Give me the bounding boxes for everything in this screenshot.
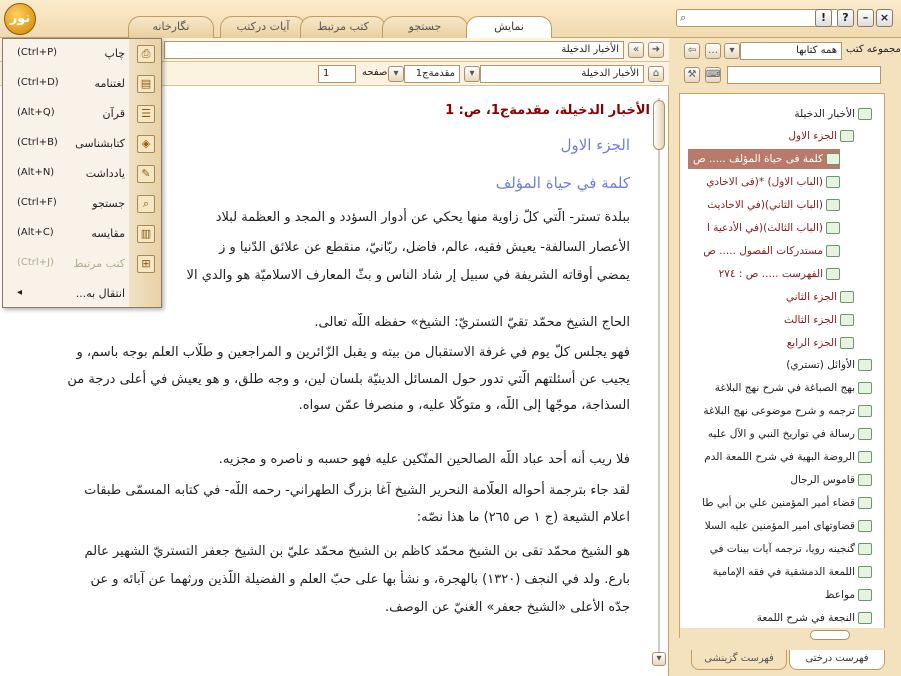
more-options-button[interactable]: …	[705, 43, 721, 59]
tab-gallery[interactable]: نگارخانه	[128, 16, 214, 38]
book-icon	[858, 589, 872, 601]
menu-item-shortcut: (Ctrl+D)	[17, 77, 59, 88]
bibliography-icon: ◈	[137, 135, 155, 153]
menu-item-shortcut: (Alt+Q)	[17, 107, 55, 118]
tree-node[interactable]: مواعظ	[682, 585, 872, 605]
book-icon	[858, 566, 872, 578]
tree-node[interactable]: الأخبار الدخيلة	[794, 104, 872, 124]
tab-verses-in-books[interactable]: آیات درکتب	[220, 16, 306, 38]
tree-node[interactable]: رسالة في تواريخ النبي و الآل عليه	[682, 424, 872, 444]
content-scrollbar-track[interactable]	[658, 98, 660, 656]
printer-icon: ⎙	[137, 45, 155, 63]
paragraph-line: جدّه الأعلى «الشيخ جعفر» الغنيّ عن الوصف.	[384, 600, 630, 615]
search-icon[interactable]: ⌕	[680, 11, 687, 24]
chapter-icon	[826, 222, 840, 234]
paragraph-line: ببلدة تستر- الّتي كلّ زاوية منها يحكي عن أدوار السؤدد و المجد و العظمة لبلاد	[215, 210, 630, 225]
back-button[interactable]: «	[628, 42, 644, 58]
chapter-icon	[840, 291, 854, 303]
menu-item-quran[interactable]	[3, 99, 163, 129]
menu-item-search[interactable]	[3, 189, 163, 219]
tree-node[interactable]: بهج الصباغة في شرح نهج البلاغة	[682, 378, 872, 398]
paragraph-line: الحاج الشيخ محمّد تقيّ التستريّ: الشيخ» حفظه اللّه تعالى.	[314, 315, 630, 330]
book-title-field: الأخبار الدخيلة	[164, 41, 624, 59]
menu-item-print[interactable]	[3, 39, 163, 69]
tools-icon[interactable]: ⚒	[684, 67, 700, 83]
section-field[interactable]: مقدمةج1	[404, 65, 460, 83]
collection-dropdown-arrow[interactable]: ▾	[724, 43, 740, 59]
tree-node[interactable]: قضاء أمير المؤمنين علي بن أبي طا	[682, 493, 872, 513]
tab-view[interactable]: نمایش	[466, 16, 552, 39]
chapter-icon	[840, 314, 854, 326]
note-icon: ✎	[137, 165, 155, 183]
tree-hscroll-thumb[interactable]	[810, 630, 850, 640]
sidebar-bottom-tabs	[679, 650, 889, 672]
menu-item-shortcut: (Ctrl+J)	[17, 257, 54, 268]
page-number-input[interactable]: 1	[318, 65, 356, 83]
book-tree	[679, 93, 885, 638]
tab-selective-index[interactable]: فهرست گزینشی	[691, 650, 787, 670]
paragraph-line: لقد جاء بترجمة أحواله العلّامة النحرير الشيخ آغا بزرگ الطهراني- رحمه اللّه- في كتابه المسمّى طبقات	[84, 483, 630, 498]
chapter-icon	[826, 245, 840, 257]
paragraph-line: الأعصار السالفة- يعيش فقيه، عالم، فاضل، ربّانيّ، منقطع عن علائق الدّنيا و ز	[219, 240, 630, 255]
tree-node[interactable]: الجزء الرابع	[787, 333, 854, 353]
paragraph-line: فهو يجلس كلّ يوم في غرفة الاستقبال من بيته و يقبل الزّائرين و المراجعين و طلّاب العلم بوجه باسم، و	[76, 345, 630, 360]
tree-node[interactable]: الجزء الثاني	[786, 287, 854, 307]
compare-icon: ▥	[137, 225, 155, 243]
tree-node[interactable]: ترجمه و شرح موضوعی نهج البلاغة	[682, 401, 872, 421]
bookmark-icon[interactable]: ⌂	[648, 66, 664, 82]
menu-item-shortcut: (Alt+C)	[17, 227, 54, 238]
tab-search[interactable]: جستجو	[382, 16, 468, 38]
menu-item-dictionary[interactable]	[3, 69, 163, 99]
tree-node[interactable]: گنجینه رویا، ترجمه آیات بینات في	[682, 539, 872, 559]
menu-item-label: لغتنامه	[94, 77, 125, 90]
book-icon	[858, 108, 872, 120]
tree-horizontal-scrollbar[interactable]	[680, 628, 886, 642]
related-books-icon: ⊞	[137, 255, 155, 273]
book-icon	[840, 130, 854, 142]
book-icon	[858, 543, 872, 555]
tree-node[interactable]: (الباب الثالث)(في الأدعية ا	[688, 218, 840, 238]
book-icon	[858, 474, 872, 486]
app-logo[interactable]: نور	[4, 3, 36, 35]
minimize-button[interactable]: –	[857, 9, 874, 27]
scroll-down-button[interactable]: ▾	[652, 652, 666, 666]
menu-item-shortcut: (Ctrl+F)	[17, 197, 57, 208]
tree-node[interactable]: الأوائل (تستري)	[682, 355, 872, 375]
info-button[interactable]: !	[815, 9, 832, 27]
menu-item-label: مقایسه	[91, 227, 125, 240]
collection-label: مجموعه کتب	[846, 44, 901, 55]
submenu-arrow-icon: ◂	[17, 287, 23, 298]
tree-node[interactable]: الجزء الاول	[788, 126, 854, 146]
tab-related-books[interactable]: کتب مرتبط	[300, 16, 386, 38]
menu-item-label: کتب مرتبط	[73, 257, 125, 270]
context-menu	[2, 38, 162, 308]
keyboard-icon[interactable]: ⌨	[705, 67, 721, 83]
book-icon	[858, 520, 872, 532]
book-field[interactable]: الأخبار الدخيلة	[480, 65, 644, 83]
close-button[interactable]: ×	[876, 9, 893, 27]
book-icon	[858, 382, 872, 394]
paragraph-line: السذاجة، موجّها إلى اللّه، و متوكّلا عليه، و منصرفا عمّن سواه.	[298, 398, 630, 413]
menu-item-label: کتابشناسی	[75, 137, 125, 150]
menu-item-goto[interactable]	[3, 279, 163, 309]
book-icon	[858, 451, 872, 463]
book-icon	[858, 497, 872, 509]
tree-node[interactable]: اللمعة الدمشقية في فقه الإمامية	[682, 562, 872, 582]
book-icon	[858, 359, 872, 371]
collection-select[interactable]: همه کتابها	[740, 42, 842, 60]
paragraph-line: فلا ريب أنه أحد عباد اللّه الصالحين المتّكين عليه فهو حسبه و ناصره و مجزيه.	[218, 452, 630, 467]
book-icon	[858, 428, 872, 440]
quran-icon: ☰	[137, 105, 155, 123]
chapter-icon	[826, 176, 840, 188]
menu-item-compare[interactable]	[3, 219, 163, 249]
menu-item-label: یادداشت	[85, 167, 125, 180]
paragraph-line: يجيب عن أسئلتهم الّتي تدور حول المسائل الدينيّة بلسان لين، و وجه طلق، و هو يعيش في أعلى درجة من	[67, 372, 630, 387]
chapter-icon	[840, 337, 854, 349]
paragraph-line: هو الشيخ محمّد تقى بن الشيخ محمّد كاظم بن الشيخ محمّد عليّ بن الشيخ جعفر التستريّ الشهير عالم	[84, 544, 630, 559]
content-scrollbar-thumb[interactable]	[653, 100, 665, 150]
section-heading-1: الجزء الاول	[560, 136, 630, 154]
tree-node[interactable]: الجزء الثالث	[784, 310, 854, 330]
page-icon	[826, 268, 840, 280]
dictionary-icon: ▤	[137, 75, 155, 93]
menu-item-shortcut: (Alt+N)	[17, 167, 55, 178]
paragraph-line: اعلام الشيعة (ج ١ ص ٢٦٥) ما هذا نصّه:	[416, 510, 630, 525]
tree-node-selected[interactable]: كلمة فى حياة المؤلف ..... ص	[688, 149, 840, 169]
tree-filter-input[interactable]	[727, 66, 881, 84]
menu-item-label: جستجو	[92, 197, 125, 210]
menu-item-label: انتقال به...	[75, 287, 125, 300]
paragraph-line: بارع. ولد في النجف (١٣٢٠) بالهجرة، و نشأ بها على حبّ العلم و الفضيلة اللّذين ورثهما عن آبائه و عن	[90, 572, 630, 587]
tree-node[interactable]: الروضة البهية في شرح اللمعة الدم	[682, 447, 872, 467]
menu-item-label: چاپ	[104, 47, 125, 60]
menu-item-related-books	[3, 249, 163, 279]
tree-node[interactable]: قاموس الرجال	[682, 470, 872, 490]
tab-tree-index[interactable]: فهرست درختی	[789, 650, 885, 670]
tree-node[interactable]: الفهرست ..... ص : ٢٧٤	[688, 264, 840, 284]
page-icon	[826, 153, 840, 165]
help-button[interactable]: ?	[837, 9, 854, 27]
search-icon: ⌕	[137, 195, 155, 213]
tree-node[interactable]: (الباب الاول) *(فى الاخادي	[688, 172, 840, 192]
book-icon	[858, 612, 872, 624]
section-heading-2: كلمة في حياة المؤلف	[495, 174, 630, 192]
tree-node[interactable]: مستدركات الفصول ..... ص	[688, 241, 840, 261]
book-icon	[858, 405, 872, 417]
menu-item-note[interactable]	[3, 159, 163, 189]
menu-item-shortcut: (Ctrl+P)	[17, 47, 58, 58]
book-dropdown-arrow[interactable]: ▾	[464, 66, 480, 82]
menu-item-label: قرآن	[102, 107, 125, 120]
paragraph-line: يمضي أوقاته الشريفة في سبيل إر شاد الناس و بثّ المعارف الاسلاميّة هو والدي الا	[186, 268, 630, 283]
section-dropdown-arrow[interactable]: ▾	[388, 66, 404, 82]
chapter-icon	[826, 199, 840, 211]
tree-node[interactable]: (الباب الثاني)(في الاحاديث	[688, 195, 840, 215]
tree-node[interactable]: قضاوتهای امیر المؤمنین علیه السلا	[682, 516, 872, 536]
forward-button[interactable]: ➜	[648, 42, 664, 58]
menu-item-shortcut: (Ctrl+B)	[17, 137, 58, 148]
tree-node[interactable]: النجعة في شرح اللمعة	[682, 608, 872, 628]
menu-item-bibliography[interactable]	[3, 129, 163, 159]
page-reference: الأخبار الدخيلة، مقدمةج1، ص: 1	[445, 103, 650, 118]
page-label: صفحه	[362, 67, 388, 78]
back-icon[interactable]: ⇦	[684, 43, 700, 59]
